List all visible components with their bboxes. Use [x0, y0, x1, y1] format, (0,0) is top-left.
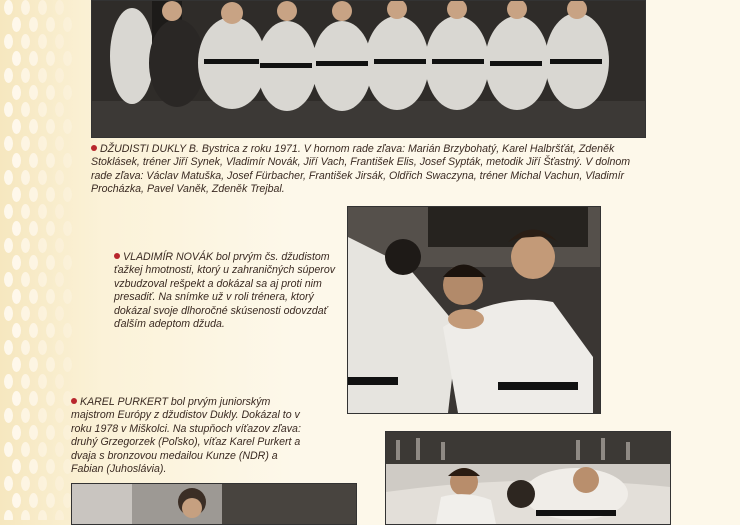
- pattern-dot: [21, 170, 30, 185]
- pattern-dot: [29, 493, 38, 508]
- pattern-dot: [21, 476, 30, 491]
- pattern-dot: [4, 374, 13, 389]
- pattern-dot: [12, 221, 21, 236]
- pattern-dot: [38, 408, 47, 423]
- pattern-dot: [46, 391, 55, 406]
- pattern-dot: [29, 51, 38, 66]
- pattern-dot: [21, 102, 30, 117]
- pattern-dot: [21, 68, 30, 83]
- pattern-dot: [4, 34, 13, 49]
- bullet-icon: [91, 145, 97, 151]
- pattern-dot: [29, 119, 38, 134]
- pattern-dot: [38, 374, 47, 389]
- pattern-dot: [46, 119, 55, 134]
- pattern-dot: [29, 323, 38, 338]
- pattern-dot: [38, 306, 47, 321]
- pattern-dot: [55, 306, 64, 321]
- pattern-dot: [12, 323, 21, 338]
- pattern-dot: [29, 153, 38, 168]
- pattern-dot: [12, 51, 21, 66]
- team-caption-text: DŽUDISTI DUKLY B. Bystrica z roku 1971. V hornom rade zľava: Marián Brzybohatý, Karel Halbršťát, Zdeněk Stoklásek, tréner Jiří Synek, Vladimír Novák, Jiří Vach, František Elis, Josef Sypták, metodik Jiří Šťastný. V dolnom rade zľava: Václav Matuška, Josef Fürbacher, František Jirsák, Oldřich Swaczyna, tréner Michal Vachun, Vladimír Procházka, Pavel Vaněk, Zdeněk Trejbal.: [91, 143, 631, 196]
- pattern-dot: [21, 510, 30, 520]
- pattern-dot: [21, 0, 30, 15]
- pattern-dot: [29, 459, 38, 474]
- pattern-dot: [12, 357, 21, 372]
- pattern-dot: [38, 476, 47, 491]
- pattern-dot: [55, 102, 64, 117]
- purkert-caption: [71, 396, 311, 476]
- pattern-dot: [55, 374, 64, 389]
- pattern-dot: [55, 272, 64, 287]
- pattern-dot: [55, 170, 64, 185]
- pattern-dot: [55, 238, 64, 253]
- bullet-icon: [114, 253, 120, 259]
- pattern-dot: [4, 68, 13, 83]
- pattern-dot: [21, 272, 30, 287]
- pattern-dot: [55, 408, 64, 423]
- pattern-dot: [55, 0, 64, 15]
- pattern-dot: [4, 170, 13, 185]
- pattern-dot: [4, 238, 13, 253]
- pattern-dot: [63, 289, 72, 304]
- pattern-dot: [4, 306, 13, 321]
- pattern-dot: [29, 85, 38, 100]
- pattern-dot: [29, 221, 38, 236]
- pattern-dot: [29, 357, 38, 372]
- pattern-dot: [29, 17, 38, 32]
- pattern-dot: [46, 17, 55, 32]
- pattern-dot: [63, 119, 72, 134]
- purkert-caption-text: KAREL PURKERT bol prvým juniorským majstrom Európy z džudistov Dukly. Dokázal to v roku 1978 v Miškolci. Na stupňoch víťazov zľava: druhý Grzegorzek (Poľsko), víťaz Karel Purkert a dvaja s bronzovou medailou Kunze (NDR) a Fabian (Juhoslávia).: [71, 396, 301, 476]
- pattern-dot: [4, 510, 13, 520]
- pattern-dot: [12, 391, 21, 406]
- pattern-dot: [63, 187, 72, 202]
- pattern-dot: [38, 442, 47, 457]
- pattern-dot: [12, 289, 21, 304]
- pattern-dot: [38, 68, 47, 83]
- pattern-dot: [55, 68, 64, 83]
- pattern-dot: [55, 476, 64, 491]
- pattern-dot: [29, 425, 38, 440]
- pattern-dot: [12, 187, 21, 202]
- pattern-dot: [63, 323, 72, 338]
- pattern-dot: [46, 459, 55, 474]
- team-photo-caption: [91, 143, 641, 197]
- pattern-dot: [12, 85, 21, 100]
- pattern-dot: [55, 442, 64, 457]
- novak-photo: [347, 206, 601, 414]
- pattern-dot: [12, 459, 21, 474]
- novak-caption-text: VLADIMÍR NOVÁK bol prvým čs. džudistom ťažkej hmotnosti, ktorý u zahraničných súperov vzbudzoval rešpekt a dokázal sa aj proti nim presadiť. Na snímke už v roli trénera, ktorý dokázal svoje dlhoročné skúsenosti odovzdať ďalším adeptom džuda.: [114, 251, 336, 331]
- pattern-dot: [46, 493, 55, 508]
- pattern-dot: [12, 255, 21, 270]
- pattern-dot: [63, 85, 72, 100]
- pattern-dot: [46, 323, 55, 338]
- pattern-dot: [12, 153, 21, 168]
- pattern-dot: [21, 34, 30, 49]
- pattern-dot: [4, 408, 13, 423]
- pattern-dot: [29, 255, 38, 270]
- pattern-dot: [63, 153, 72, 168]
- novak-caption: [114, 251, 344, 331]
- pattern-dot: [46, 153, 55, 168]
- pattern-dot: [12, 17, 21, 32]
- pattern-dot: [38, 204, 47, 219]
- bullet-icon: [71, 398, 77, 404]
- pattern-dot: [38, 136, 47, 151]
- pattern-dot: [12, 119, 21, 134]
- pattern-dot: [29, 187, 38, 202]
- pattern-dot: [46, 289, 55, 304]
- pattern-dot: [46, 357, 55, 372]
- pattern-dot: [63, 255, 72, 270]
- pattern-dot: [21, 442, 30, 457]
- pattern-dot: [38, 238, 47, 253]
- pattern-dot: [63, 17, 72, 32]
- pattern-dot: [12, 493, 21, 508]
- pattern-dot: [4, 0, 13, 15]
- pattern-dot: [4, 272, 13, 287]
- pattern-dot: [55, 34, 64, 49]
- pattern-dot: [4, 340, 13, 355]
- pattern-dot: [55, 340, 64, 355]
- pattern-dot: [46, 187, 55, 202]
- pattern-dot: [4, 136, 13, 151]
- pattern-dot: [29, 289, 38, 304]
- pattern-dot: [55, 136, 64, 151]
- pattern-dot: [38, 102, 47, 117]
- pattern-dot: [21, 306, 30, 321]
- pattern-dot: [38, 34, 47, 49]
- pattern-dot: [29, 391, 38, 406]
- team-photo: [91, 0, 646, 138]
- pattern-dot: [46, 85, 55, 100]
- pattern-dot: [63, 357, 72, 372]
- fight-photo: [385, 431, 671, 525]
- decorative-dot-pattern: [0, 0, 80, 520]
- pattern-dot: [38, 0, 47, 15]
- pattern-dot: [38, 272, 47, 287]
- pattern-dot: [46, 255, 55, 270]
- pattern-dot: [46, 51, 55, 66]
- pattern-dot: [21, 238, 30, 253]
- pattern-dot: [4, 102, 13, 117]
- pattern-dot: [63, 51, 72, 66]
- pattern-dot: [21, 136, 30, 151]
- pattern-dot: [55, 204, 64, 219]
- pattern-dot: [38, 170, 47, 185]
- pattern-dot: [46, 221, 55, 236]
- pattern-dot: [46, 425, 55, 440]
- pattern-dot: [21, 374, 30, 389]
- pattern-dot: [38, 340, 47, 355]
- pattern-dot: [21, 340, 30, 355]
- pattern-dot: [4, 476, 13, 491]
- pattern-dot: [38, 510, 47, 520]
- pattern-dot: [55, 510, 64, 520]
- pattern-dot: [21, 408, 30, 423]
- pattern-dot: [4, 442, 13, 457]
- pattern-dot: [21, 204, 30, 219]
- pattern-dot: [63, 221, 72, 236]
- podium-photo: [71, 483, 357, 525]
- pattern-dot: [12, 425, 21, 440]
- pattern-dot: [4, 204, 13, 219]
